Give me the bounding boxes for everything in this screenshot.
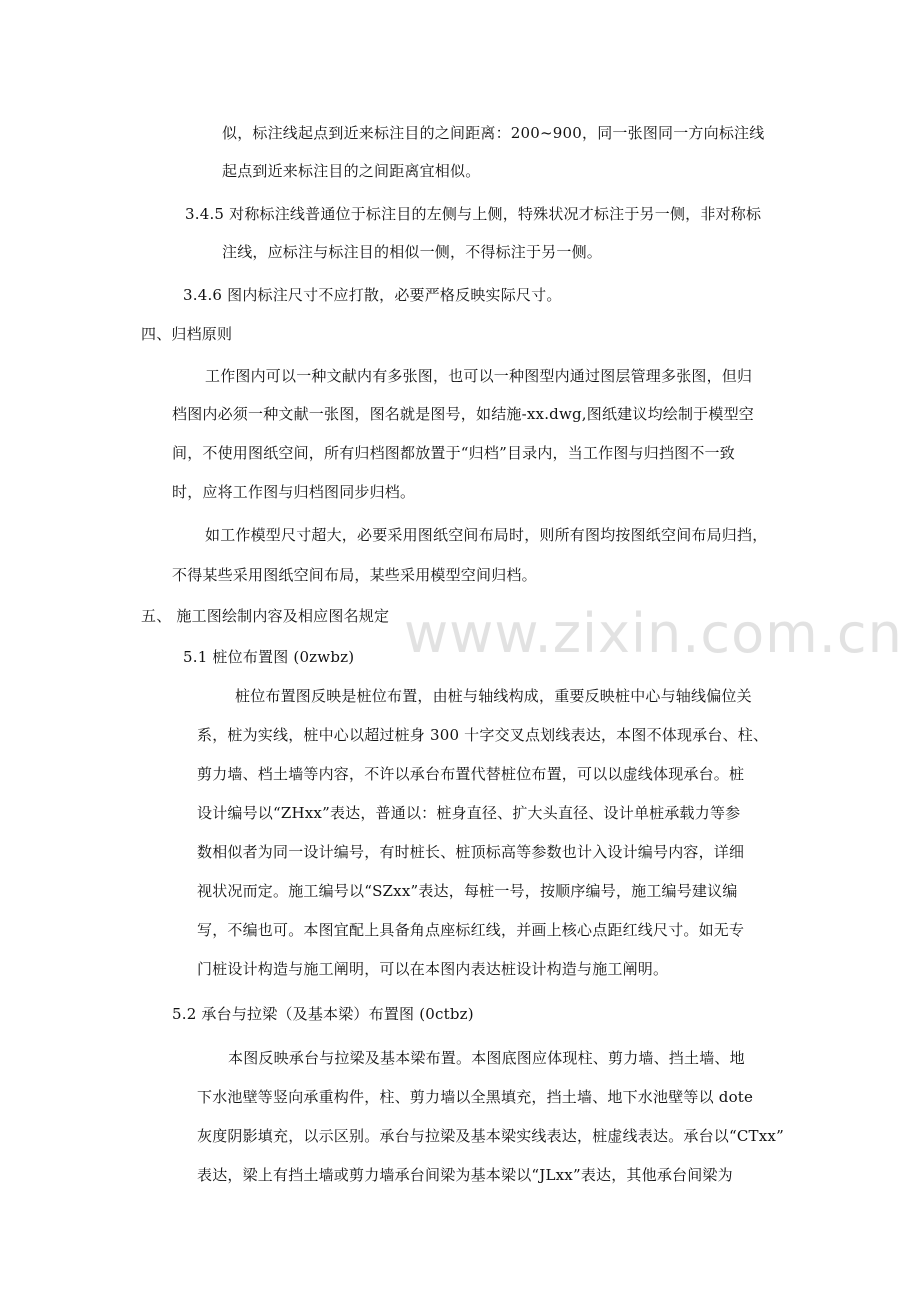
text-line: 注线，应标注与标注目的相似一侧，不得标注于另一侧。 (222, 243, 603, 261)
text-line: 灰度阴影填充，以示区别。承台与拉梁及基本梁实线表达，桩虚线表达。承台以“CTxx” (197, 1127, 784, 1145)
text-line: 下水池壁等竖向承重构件，柱、剪力墙以全黑填充，挡土墙、地下水池壁等以 dote (197, 1088, 754, 1106)
text-line: 如工作模型尺寸超大，必要采用图纸空间布局时，则所有图均按图纸空间布局归挡， (205, 526, 768, 544)
watermark: www.zixin.com.cn (404, 602, 903, 665)
text-line: 工作图内可以一种文献内有多张图，也可以一种图型内通过图层管理多张图，但归 (205, 367, 753, 385)
text-line: 时，应将工作图与归档图同步归档。 (172, 483, 416, 501)
text-line: 间，不使用图纸空间，所有归档图都放置于“归档”目录内，当工作图与归挡图不一致 (172, 444, 735, 462)
text-line: 设计编号以“ZHxx”表达，普通以：桩身直径、扩大头直径、设计单桩承载力等参 (197, 804, 741, 822)
text-line: 起点到近来标注目的之间距离宜相似。 (222, 162, 481, 180)
text-line: 系，桩为实线，桩中心以超过桩身 300 十字交叉点划线表达，本图不体现承台、柱、 (197, 726, 769, 744)
text-line: 表达，梁上有挡土墙或剪力墙承台间梁为基本梁以“JLxx”表达，其他承台间梁为 (197, 1166, 733, 1184)
text-line: 写，不编也可。本图宜配上具备角点座标红线，并画上核心点距红线尺寸。如无专 (197, 921, 745, 939)
text-line: 剪力墙、档土墙等内容，不许以承台布置代替桩位布置，可以以虚线体现承台。桩 (197, 765, 745, 783)
subsection-heading: 5.2 承台与拉梁（及基本梁）布置图 (0ctbz) (172, 1005, 474, 1023)
text-line: 数相似者为同一设计编号，有时桩长、桩顶标高等参数也计入设计编号内容，详细 (197, 843, 745, 861)
section-heading: 五、 施工图绘制内容及相应图名规定 (141, 607, 390, 625)
subsection-heading: 5.1 桩位布置图 (0zwbz) (183, 648, 355, 666)
text-line: 门桩设计构造与施工阐明，可以在本图内表达桩设计构造与施工阐明。 (197, 960, 669, 978)
text-line: 3.4.6 图内标注尺寸不应打散，必要严格反映实际尺寸。 (183, 286, 562, 304)
text-line: 档图内必须一种文献一张图，图名就是图号，如结施-xx.dwg,图纸建议均绘制于模型空 (172, 405, 754, 423)
text-line: 桩位布置图反映是桩位布置，由桩与轴线构成，重要反映桩中心与轴线偏位关 (235, 687, 752, 705)
text-line: 视状况而定。施工编号以“SZxx”表达，每桩一号，按顺序编号，施工编号建议编 (197, 882, 738, 900)
text-line: 似，标注线起点到近来标注目的之间距离：200~900，同一张图同一方向标注线 (222, 124, 765, 142)
text-line: 不得某些采用图纸空间布局，某些采用模型空间归档。 (172, 566, 537, 584)
section-heading: 四、归档原则 (141, 325, 233, 343)
text-line: 3.4.5 对称标注线普通位于标注目的左侧与上侧，特殊状况才标注于另一侧，非对称标 (185, 205, 762, 223)
text-line: 本图反映承台与拉梁及基本梁布置。本图底图应体现柱、剪力墙、挡土墙、地 (228, 1049, 745, 1067)
